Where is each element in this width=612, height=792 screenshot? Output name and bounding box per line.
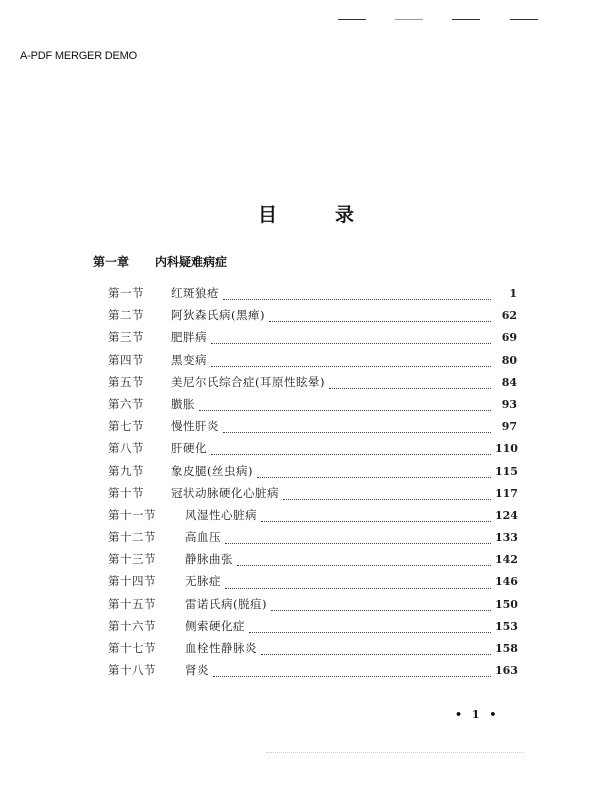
dot-leader	[237, 564, 491, 566]
toc-entry[interactable]	[108, 307, 517, 329]
toc-page: 163	[495, 664, 518, 678]
toc-page: 62	[501, 309, 517, 323]
toc-section: 第八节	[108, 441, 144, 456]
toc-section: 第十节	[108, 485, 144, 500]
toc-entry[interactable]	[108, 329, 517, 351]
toc-page: 124	[495, 508, 518, 522]
dot-leader	[211, 365, 491, 367]
watermark: A-PDF MERGER DEMO	[20, 50, 137, 62]
page-title-left: 目	[257, 204, 277, 226]
dot-leader	[213, 675, 491, 677]
toc-entry[interactable]	[108, 396, 517, 418]
dot-leader	[223, 431, 491, 433]
toc-section: 第十七节	[108, 641, 156, 655]
dot-leader	[271, 609, 491, 611]
toc-page: 80	[501, 353, 517, 367]
toc-section: 第十八节	[108, 663, 156, 678]
toc-page: 133	[495, 531, 518, 545]
toc-title: 慢性肝炎	[171, 419, 219, 434]
toc-section: 第五节	[108, 374, 144, 389]
toc-title: 红斑狼疮	[171, 286, 219, 300]
toc-entry[interactable]	[108, 551, 517, 573]
toc-entry[interactable]	[108, 573, 517, 595]
page-title-right: 录	[335, 204, 355, 226]
toc-title: 雷诺氏病(脱疽)	[185, 596, 267, 611]
scan-artifact	[266, 752, 524, 756]
toc-title: 血栓性静脉炎	[185, 641, 257, 655]
toc-title: 黑变病	[171, 352, 207, 367]
toc-entry[interactable]	[108, 618, 517, 640]
dot-leader	[283, 498, 491, 500]
header-rule	[338, 19, 366, 20]
dot-leader	[249, 631, 491, 633]
toc-title: 美尼尔氏综合症(耳原性眩晕)	[171, 374, 325, 389]
toc-page: 69	[501, 331, 517, 345]
table-of-contents	[108, 285, 517, 684]
toc-page: 93	[501, 397, 517, 411]
header-rule	[452, 19, 480, 20]
toc-entry[interactable]	[108, 463, 517, 485]
toc-title: 臌胀	[171, 396, 195, 411]
toc-page: 142	[495, 553, 518, 567]
chapter-number: 第一章	[93, 255, 130, 269]
toc-section: 第一节	[108, 286, 144, 300]
header-rule	[510, 19, 538, 20]
dot-leader	[329, 387, 491, 389]
toc-title: 冠状动脉硬化心脏病	[171, 485, 279, 500]
toc-section: 第二节	[108, 308, 144, 323]
toc-section: 第十一节	[108, 507, 156, 522]
dot-leader	[269, 320, 491, 322]
dot-leader	[225, 542, 491, 544]
toc-page: 153	[495, 619, 518, 633]
dot-leader	[211, 342, 491, 344]
toc-entry[interactable]	[108, 418, 517, 440]
toc-section: 第七节	[108, 419, 144, 434]
toc-page: 146	[495, 575, 518, 589]
toc-title: 侧索硬化症	[185, 618, 245, 633]
page-number: • 1 •	[455, 708, 500, 721]
toc-page: 97	[501, 420, 517, 434]
toc-entry[interactable]	[108, 662, 517, 684]
toc-section: 第四节	[108, 352, 144, 367]
toc-title: 无脉症	[185, 574, 221, 589]
toc-entry[interactable]	[108, 285, 517, 307]
toc-section: 第十四节	[108, 574, 156, 589]
dot-leader	[223, 298, 491, 300]
chapter-title: 内科疑难病症	[155, 255, 228, 269]
toc-entry[interactable]	[108, 440, 517, 462]
toc-section: 第十五节	[108, 596, 156, 611]
toc-page: 84	[501, 375, 517, 389]
dot-leader	[261, 520, 491, 522]
toc-title: 肝硬化	[171, 441, 207, 456]
toc-title: 风湿性心脏病	[185, 507, 257, 522]
page-title	[0, 200, 612, 227]
toc-section: 第十六节	[108, 618, 156, 633]
toc-entry[interactable]	[108, 485, 517, 507]
toc-page: 1	[509, 287, 517, 300]
toc-title: 肾炎	[185, 663, 209, 678]
toc-page: 158	[495, 642, 518, 655]
toc-title: 阿狄森氏病(黑瘅)	[171, 308, 265, 323]
toc-page: 117	[495, 486, 518, 500]
dot-leader	[261, 653, 491, 655]
dot-leader	[211, 453, 491, 455]
toc-title: 肥胖病	[171, 330, 207, 345]
toc-entry[interactable]	[108, 374, 517, 396]
toc-page: 110	[495, 442, 518, 456]
toc-entry[interactable]	[108, 640, 517, 662]
toc-title: 象皮腿(丝虫病)	[171, 463, 253, 478]
toc-section: 第十三节	[108, 552, 156, 567]
toc-title: 高血压	[185, 530, 221, 545]
toc-page: 150	[495, 597, 518, 611]
dot-leader	[257, 476, 491, 478]
chapter-heading	[93, 253, 227, 270]
dot-leader	[199, 409, 491, 411]
toc-section: 第六节	[108, 396, 144, 411]
header-rule	[395, 19, 423, 20]
toc-entry[interactable]	[108, 529, 517, 551]
toc-title: 静脉曲张	[185, 552, 233, 567]
toc-entry[interactable]	[108, 507, 517, 529]
toc-entry[interactable]	[108, 352, 517, 374]
dot-leader	[225, 587, 491, 589]
toc-section: 第三节	[108, 330, 144, 345]
toc-page: 115	[495, 464, 518, 478]
toc-section: 第十二节	[108, 530, 156, 545]
toc-section: 第九节	[108, 463, 144, 478]
toc-entry[interactable]	[108, 596, 517, 618]
